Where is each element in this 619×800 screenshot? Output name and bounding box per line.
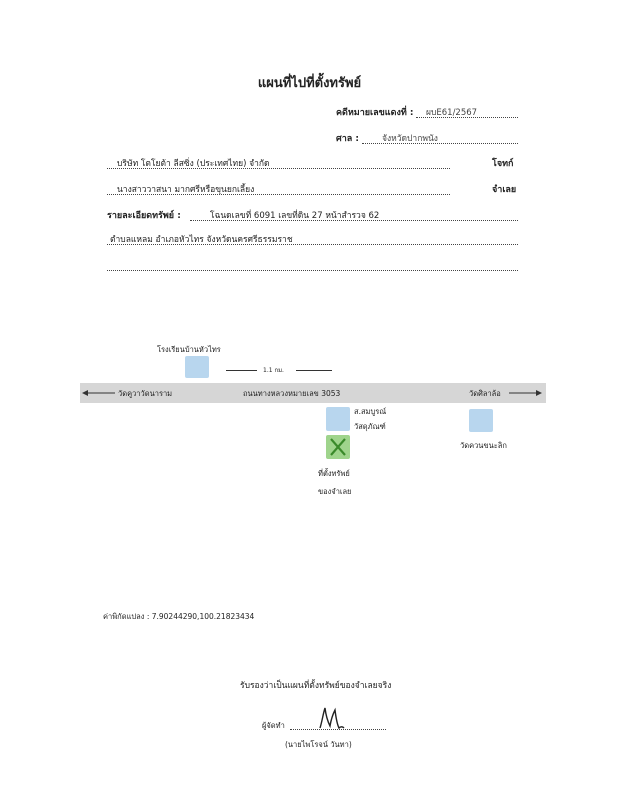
distance-line-left xyxy=(226,370,257,371)
store-label-2: วัสดุภัณฑ์ xyxy=(354,422,386,431)
plaintiff-value: บริษัท โตโยต้า ลีสซิ่ง (ประเทศไทย) จำกัด xyxy=(117,159,270,169)
maker-label: ผู้จัดทำ xyxy=(262,721,285,730)
defendant-label: จำเลย xyxy=(492,185,517,195)
certification-text: รับรองว่าเป็นแผนที่ตั้งทรัพย์ของจำเลยจริง xyxy=(240,681,392,691)
x-mark-icon xyxy=(326,435,350,459)
right-destination: วัดศิลาล้อ xyxy=(469,389,501,398)
plaintiff-label: โจทก์ xyxy=(492,159,514,169)
defendant-value: นางสาววาสนา มากศรีหรือขุนยกเลี้ยง xyxy=(117,185,255,195)
maker-name: (นายไพโรจน์ วันทา) xyxy=(285,740,352,749)
coordinates: ค่าพิกัดแปลง : 7.90244290,100.21823434 xyxy=(103,612,255,621)
store-marker xyxy=(326,407,350,431)
distance-line-right xyxy=(296,370,332,371)
temple-marker xyxy=(469,409,493,432)
store-label-1: ส.สมบูรณ์ xyxy=(354,407,387,416)
asset-detail-1: โฉนดเลขที่ 6091 เลขที่ดิน 27 หน้าสำรวจ 62 xyxy=(210,211,380,221)
property-label-2: ของจำเลย xyxy=(318,487,352,496)
property-marker xyxy=(326,435,350,459)
road-name: ถนนทางหลวงหมายเลข 3053 xyxy=(243,389,341,398)
school-marker xyxy=(185,356,209,378)
signature-mark xyxy=(316,704,346,732)
property-label-1: ที่ตั้งทรัพย์ xyxy=(318,469,350,478)
school-label: โรงเรียนบ้านหัวไทร xyxy=(157,345,221,354)
temple-label: วัดควนขนะลิก xyxy=(460,441,507,450)
court-value: จังหวัดปากพนัง xyxy=(382,134,438,144)
left-destination: วัดคูวาวัดนาราม xyxy=(118,389,173,398)
case-number-label: คดีหมายเลขแดงที่ : xyxy=(336,108,414,118)
distance-label: 1.1 กม. xyxy=(263,367,284,374)
left-arrow-icon xyxy=(82,388,116,398)
asset-line-3 xyxy=(107,270,518,271)
case-number-value: ผบE61/2567 xyxy=(426,108,478,118)
document-title: แผนที่ไปที่ตั้งทรัพย์ xyxy=(257,76,362,91)
asset-detail-2: ตำบลแหลม อำเภอหัวไทร จังหวัดนครศรีธรรมราช xyxy=(110,235,293,245)
asset-label: รายละเอียดทรัพย์ : xyxy=(107,211,181,221)
right-arrow-icon xyxy=(508,388,542,398)
court-label: ศาล : xyxy=(336,134,360,144)
